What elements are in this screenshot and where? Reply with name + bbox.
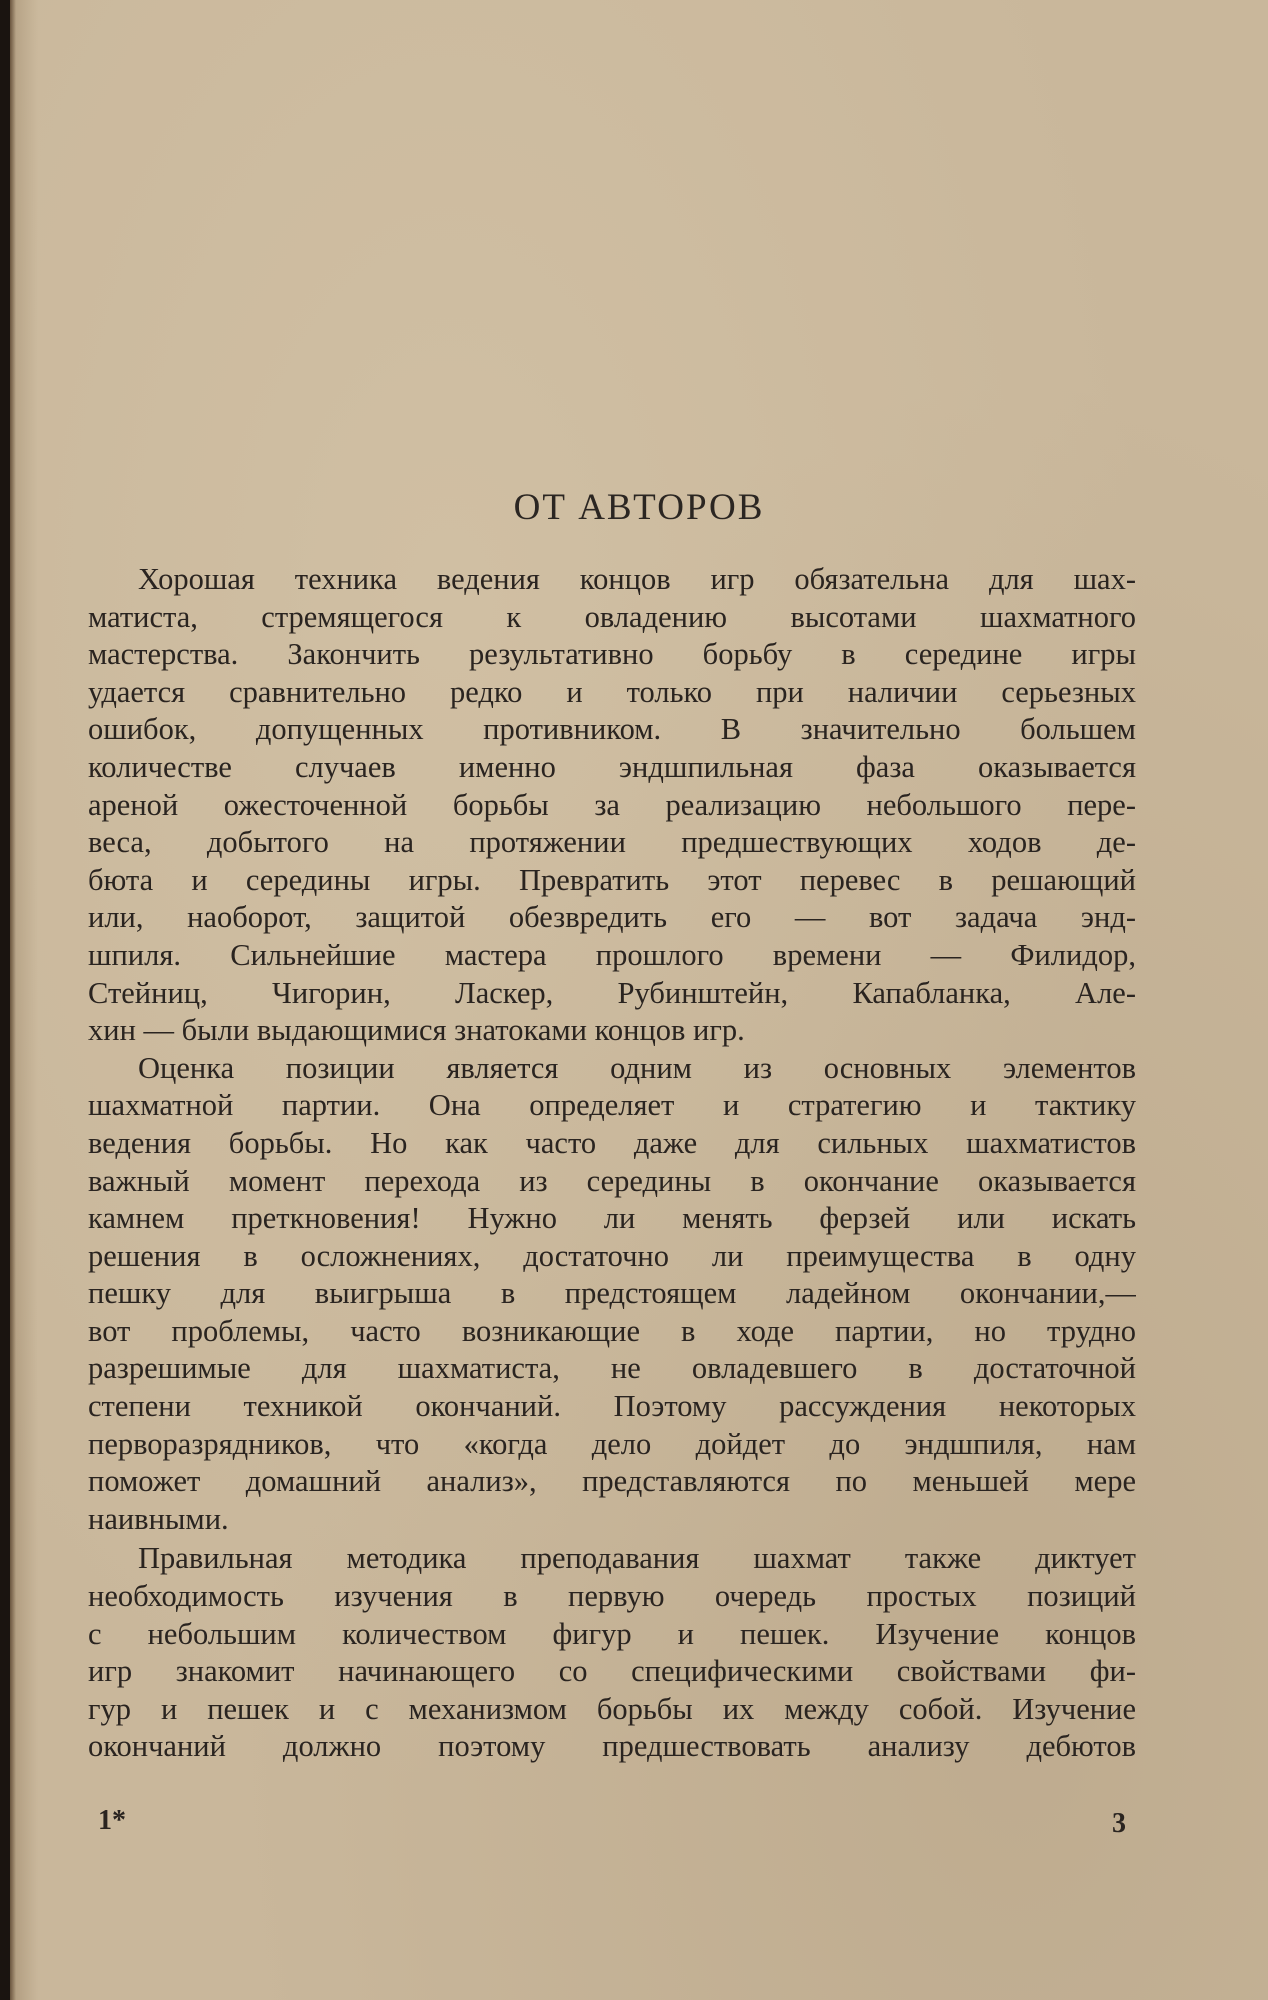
text-line: необходимость изучения в первую очередь простых позиций [88,1579,1136,1614]
text-line: решения в осложнениях, достаточно ли преимущества в одну [88,1238,1136,1273]
page-number: 3 [1112,1808,1126,1839]
text-line: важный момент перехода из середины в окончание оказывается [88,1163,1136,1198]
text-line: шпиля. Сильнейшие мастера прошлого времени — Филидор, [88,937,1136,972]
text-line: ареной ожесточенной борьбы за реализацию небольшого пере- [88,787,1136,822]
text-line: пешку для выигрыша в предстоящем ладейном окончании,— [88,1276,1136,1311]
text-line: гур и пешек и с механизмом борьбы их между собой. Изучение [88,1691,1136,1726]
signature-mark: 1* [98,1805,126,1836]
text-line: окончаний должно поэтому предшествовать анализу дебютов [88,1729,1136,1764]
text-line: Стейниц, Чигорин, Ласкер, Рубинштейн, Капабланка, Але- [88,975,1136,1010]
text-line: количестве случаев именно эндшпильная фаза оказывается [88,749,1136,784]
text-line: бюта и середины игры. Превратить этот перевес в решающий [88,862,1136,897]
text-line: перворазрядников, что «когда дело дойдет до эндшпиля, нам [88,1426,1136,1461]
text-line: ошибок, допущенных противником. В значительно большем [88,712,1136,747]
page-title: ОТ АВТОРОВ [513,487,765,528]
text-line: Оценка позиции является одним из основных элементов [138,1050,1136,1085]
paragraph-1 [88,561,1136,1050]
text-line: игр знакомит начинающего со специфическими свойствами фи- [88,1654,1136,1689]
text-line: степени техникой окончаний. Поэтому рассуждения некоторых [88,1389,1136,1424]
text-line: вот проблемы, часто возникающие в ходе партии, но трудно [88,1313,1136,1348]
paragraph-2 [88,1050,1136,1539]
text-line: веса, добытого на протяжении предшествующих ходов де- [88,825,1136,860]
text-line: хин — были выдающимися знатоками концов игр. [88,1013,745,1048]
text-line: камнем преткновения! Нужно ли менять ферзей или искать [88,1201,1136,1236]
text-line: матиста, стремящегося к овладению высотами шахматного [88,599,1136,634]
text-line: удается сравнительно редко и только при наличии серьезных [88,674,1136,709]
text-line: или, наоборот, защитой обезвредить его — вот задача энд- [88,900,1136,935]
text-line: Правильная методика преподавания шахмат также диктует [138,1541,1136,1576]
text-line: мастерства. Закончить результативно борьбу в середине игры [88,637,1136,672]
text-line: разрешимые для шахматиста, не овладевшего в достаточной [88,1351,1136,1386]
body-text [88,561,1136,1766]
text-line: Хорошая техника ведения концов игр обязательна для шах- [138,562,1136,596]
text-line: с небольшим количеством фигур и пешек. Изучение концов [88,1616,1136,1651]
text-line: поможет домашний анализ», представляются по меньшей мере [88,1464,1136,1499]
book-page [10,0,1268,2000]
text-line: наивными. [88,1501,229,1536]
paragraph-3 [88,1540,1136,1766]
text-line: шахматной партии. Она определяет и стратегию и тактику [88,1088,1136,1123]
text-line: ведения борьбы. Но как часто даже для сильных шахматистов [88,1125,1136,1160]
